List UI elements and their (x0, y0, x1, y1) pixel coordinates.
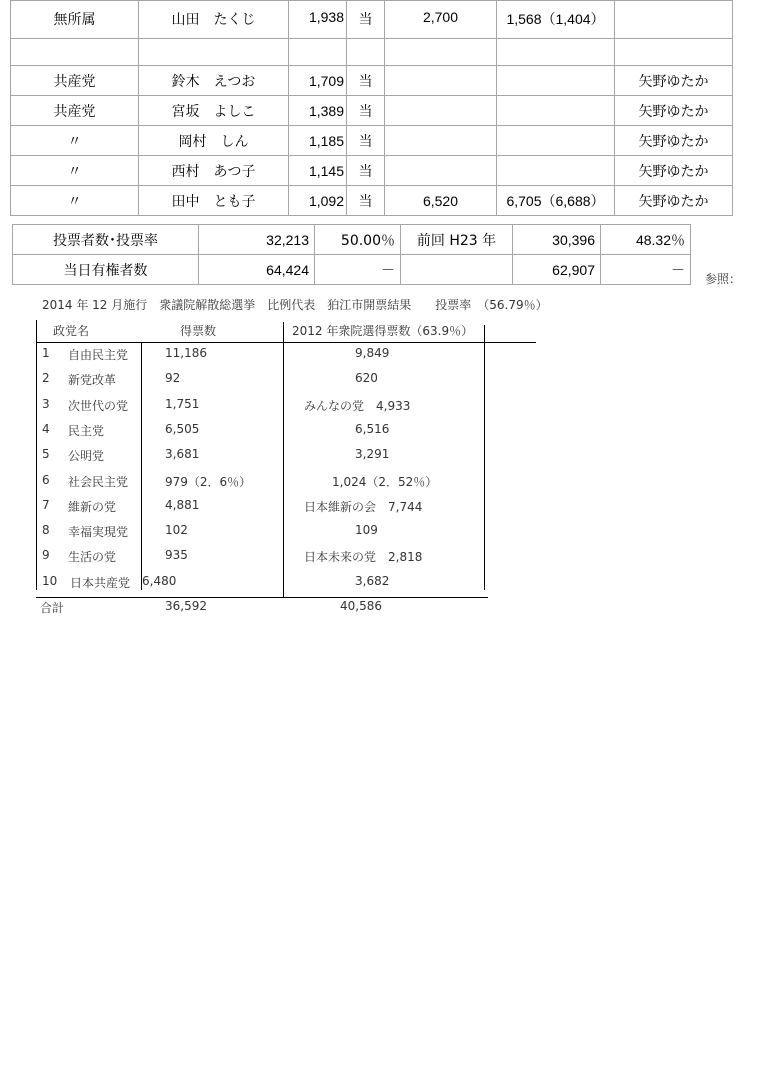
party-cell: 無所属 (11, 1, 139, 39)
electorate-dash: － (315, 255, 401, 285)
votes-cell: 1,938 (289, 1, 347, 39)
previous-votes-detail-cell (497, 96, 615, 126)
party-2012-votes: 9,849 (355, 346, 390, 360)
endorsement-cell: 矢野ゆたか (615, 96, 733, 126)
column-header-party: 政党名 (53, 324, 90, 338)
result-row (11, 96, 733, 126)
previous-votes-detail-cell (497, 66, 615, 96)
party-2012-votes: みんなの党 4,933 (304, 399, 411, 413)
party-votes: 11,186 (165, 346, 207, 360)
endorsement-cell: 矢野ゆたか (615, 126, 733, 156)
total-rule (36, 597, 488, 598)
votes-cell: 1,145 (289, 156, 347, 186)
party-number: 2 (42, 371, 50, 385)
electorate-label: 当日有権者数 (13, 255, 199, 285)
elected-status-cell: 当 (347, 156, 385, 186)
previous-election-label: 前回 H23 年 (401, 225, 513, 255)
party-name: 民主党 (68, 424, 105, 438)
elected-status-cell: 当 (347, 186, 385, 216)
endorsement-cell (615, 39, 733, 66)
party-number: 5 (42, 447, 50, 461)
party-cell: 共産党 (11, 66, 139, 96)
candidate-name-cell: 西村 あつ子 (139, 156, 289, 186)
party-number: 8 (42, 523, 50, 537)
party-number: 9 (42, 548, 50, 562)
party-number: 6 (42, 473, 50, 487)
party-2012-votes: 日本未来の党 2,818 (304, 550, 423, 564)
endorsement-cell: 矢野ゆたか (615, 156, 733, 186)
party-number: 7 (42, 498, 50, 512)
previous-votes-cell: 2,700 (385, 1, 497, 39)
votes-cell: 1,709 (289, 66, 347, 96)
previous-turnout-rate: 48.32％ (601, 225, 691, 255)
empty-cell (401, 255, 513, 285)
party-number: 4 (42, 422, 50, 436)
party-cell: 〃 (11, 126, 139, 156)
previous-votes-cell (385, 39, 497, 66)
candidate-name-cell (139, 39, 289, 66)
electorate-count: 64,424 (199, 255, 315, 285)
party-votes: 3,681 (165, 447, 200, 461)
party-2012-votes: 620 (355, 371, 378, 385)
header-rule (36, 342, 536, 343)
party-column-rule (141, 342, 142, 590)
votes-cell: 1,092 (289, 186, 347, 216)
party-name: 日本共産党 (70, 576, 131, 590)
voters-label: 投票者数･投票率 (13, 225, 199, 255)
party-number: 3 (42, 397, 50, 411)
previous-votes-cell (385, 66, 497, 96)
result-row (11, 156, 733, 186)
party-2012-votes: 109 (355, 523, 378, 537)
council-results-table (10, 0, 733, 216)
candidate-name-cell: 鈴木 えつお (139, 66, 289, 96)
previous-votes-cell (385, 156, 497, 186)
party-2012-votes: 3,682 (355, 574, 390, 588)
previous-votes-detail-cell: 6,705（6,688） (497, 186, 615, 216)
candidate-name-cell: 田中 とも子 (139, 186, 289, 216)
party-name: 新党改革 (68, 373, 117, 387)
previous-votes-detail-cell (497, 156, 615, 186)
elected-status-cell: 当 (347, 66, 385, 96)
party-votes: 102 (165, 523, 188, 537)
party-votes: 6,505 (165, 422, 200, 436)
result-row (11, 186, 733, 216)
turnout-rate: 50.00％ (315, 225, 401, 255)
previous-electorate-dash: － (601, 255, 691, 285)
party-number: 1 (42, 346, 50, 360)
endorsement-cell: 矢野ゆたか (615, 66, 733, 96)
party-name: 維新の党 (68, 500, 117, 514)
party-votes: 92 (165, 371, 181, 385)
result-row (11, 1, 733, 39)
party-2012-votes: 日本維新の会 7,744 (304, 500, 423, 514)
party-2012-votes: 1,024（2．52％） (332, 475, 438, 489)
candidate-name-cell: 山田 たくじ (139, 1, 289, 39)
party-name: 次世代の党 (68, 399, 129, 413)
party-name: 幸福実現党 (68, 525, 129, 539)
endorsement-cell (615, 1, 733, 39)
previous-votes-detail-cell (497, 39, 615, 66)
party-cell: 〃 (11, 156, 139, 186)
previous-voters-count: 30,396 (513, 225, 601, 255)
previous-votes-cell: 6,520 (385, 186, 497, 216)
party-votes: 979（2．6％） (165, 475, 252, 489)
elected-status-cell: 当 (347, 1, 385, 39)
party-name: 自由民主党 (68, 348, 129, 362)
left-rule (36, 320, 37, 590)
result-row (11, 66, 733, 96)
previous-votes-detail-cell (497, 126, 615, 156)
total-label: 合計 (40, 601, 65, 615)
party-votes: 935 (165, 548, 188, 562)
party-cell: 共産党 (11, 96, 139, 126)
party-name: 公明党 (68, 449, 105, 463)
elected-status-cell: 当 (347, 96, 385, 126)
elected-status-cell (347, 39, 385, 66)
elected-status-cell: 当 (347, 126, 385, 156)
voters-count: 32,213 (199, 225, 315, 255)
votes-cell: 1,389 (289, 96, 347, 126)
turnout-table (12, 224, 691, 285)
party-name: 社会民主党 (68, 475, 129, 489)
candidate-name-cell: 宮坂 よしこ (139, 96, 289, 126)
endorsement-cell: 矢野ゆたか (615, 186, 733, 216)
party-votes: 1,751 (165, 397, 200, 411)
result-row (11, 39, 733, 66)
votes-cell (289, 39, 347, 66)
party-votes: 4,881 (165, 498, 200, 512)
party-number: 10 (42, 574, 58, 588)
column-header-2012: 2012 年衆院選得票数（63.9％） (292, 324, 474, 338)
previous-electorate-count: 62,907 (513, 255, 601, 285)
previous-votes-detail-cell: 1,568（1,404） (497, 1, 615, 39)
total-2012-votes: 40,586 (340, 599, 382, 613)
party-2012-votes: 6,516 (355, 422, 390, 436)
column-header-votes: 得票数 (180, 324, 217, 338)
right-rule (484, 325, 485, 590)
votes-cell: 1,185 (289, 126, 347, 156)
previous-votes-cell (385, 96, 497, 126)
total-votes: 36,592 (165, 599, 207, 613)
party-votes: 6,480 (142, 574, 177, 588)
party-name: 生活の党 (68, 550, 117, 564)
reference-note: 参照： (705, 272, 742, 286)
party-cell: 〃 (11, 186, 139, 216)
votes-column-rule (283, 322, 284, 597)
previous-votes-cell (385, 126, 497, 156)
proportional-heading: 2014 年 12 月施行 衆議院解散総選挙 比例代表 狛江市開票結果 投票率 （56.79％） (42, 298, 548, 312)
party-2012-votes: 3,291 (355, 447, 390, 461)
candidate-name-cell: 岡村 しん (139, 126, 289, 156)
result-row (11, 126, 733, 156)
party-cell (11, 39, 139, 66)
